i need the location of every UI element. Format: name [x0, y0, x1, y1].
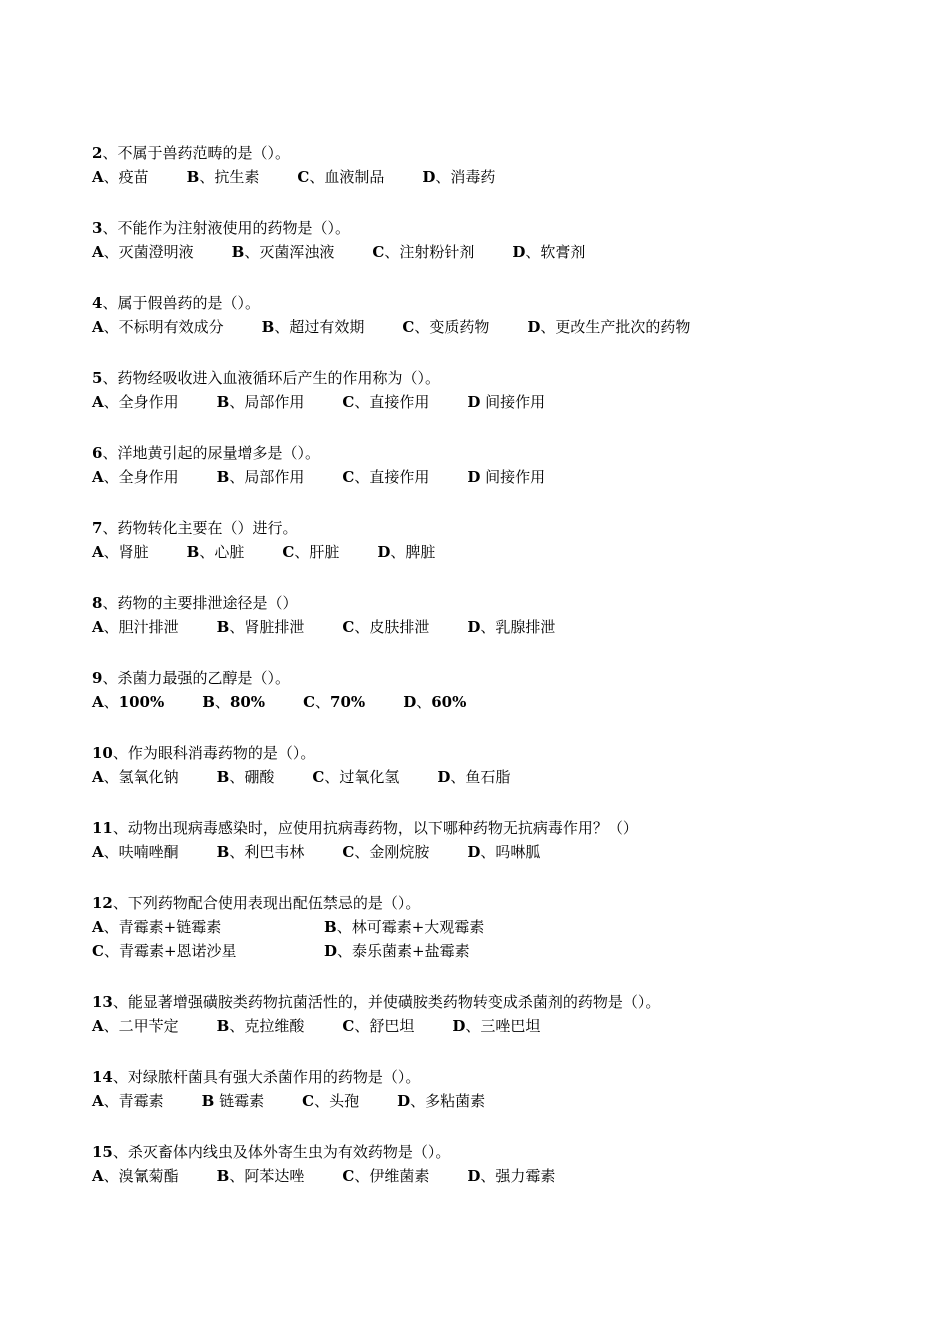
option-text: 青霉素+链霉素	[118, 918, 222, 936]
option-letter: A	[92, 243, 104, 261]
option-text: 不标明有效成分	[118, 318, 224, 336]
question-stem: 、杀菌力最强的乙醇是（）。	[102, 669, 290, 687]
option-row	[92, 315, 892, 339]
option-letter: D	[403, 693, 417, 711]
option-separator: 、	[103, 543, 119, 561]
option-c	[92, 939, 324, 963]
option-c	[342, 615, 429, 639]
question-item	[92, 1140, 892, 1188]
question-item	[92, 591, 892, 639]
option-separator: 、	[103, 168, 119, 186]
option-separator: 、	[294, 543, 310, 561]
question-item	[92, 291, 892, 339]
option-letter: D	[512, 243, 526, 261]
question-item	[92, 1065, 892, 1113]
option-b	[217, 1164, 305, 1188]
option-text: 100%	[118, 693, 165, 711]
option-separator: 、	[525, 243, 541, 261]
option-letter: B	[216, 1167, 230, 1185]
option-text: 消毒药	[450, 168, 496, 186]
option-separator: 、	[540, 318, 556, 336]
option-d	[527, 315, 690, 339]
option-b	[202, 1089, 264, 1113]
option-row	[92, 540, 892, 564]
option-b	[324, 915, 556, 939]
question-item	[92, 666, 892, 714]
option-row	[92, 690, 892, 714]
option-separator: 、	[229, 1167, 245, 1185]
option-row	[92, 765, 892, 789]
option-text: 软膏剂	[540, 243, 586, 261]
option-text: 肾脏排泄	[244, 618, 305, 636]
option-separator: 、	[336, 918, 352, 936]
option-a	[92, 915, 324, 939]
option-row	[92, 915, 892, 939]
option-separator: 、	[416, 693, 432, 711]
option-a	[92, 765, 179, 789]
option-d	[403, 690, 466, 714]
option-b	[217, 840, 305, 864]
option-separator: 、	[314, 1092, 330, 1110]
question-stem: 、动物出现病毒感染时，应使用抗病毒药物，以下哪种药物无抗病毒作用？（）	[112, 819, 638, 837]
option-b	[262, 315, 365, 339]
option-text: 林可霉素+大观霉素	[351, 918, 485, 936]
option-c	[297, 165, 384, 189]
option-text: 皮肤排泄	[369, 618, 430, 636]
option-separator: 、	[390, 543, 406, 561]
question-item	[92, 990, 892, 1038]
option-text: 强力霉素	[495, 1167, 556, 1185]
option-row	[92, 390, 892, 414]
option-separator: 、	[480, 1167, 496, 1185]
question-text	[92, 1065, 892, 1089]
option-text: 注射粉针剂	[399, 243, 475, 261]
option-text: 心脏	[214, 543, 245, 561]
option-letter: A	[92, 918, 104, 936]
option-separator: 、	[324, 768, 340, 786]
option-text: 间接作用	[485, 393, 546, 411]
option-letter: A	[92, 618, 104, 636]
option-a	[92, 315, 224, 339]
option-a	[92, 165, 149, 189]
option-separator: 、	[229, 768, 245, 786]
question-number: 13	[92, 993, 113, 1011]
question-text	[92, 366, 892, 390]
option-text: 过氧化氢	[339, 768, 400, 786]
option-letter: D	[422, 168, 436, 186]
option-d	[377, 540, 435, 564]
option-separator: 、	[480, 618, 496, 636]
option-text: 间接作用	[485, 468, 546, 486]
option-letter: C	[342, 1167, 355, 1185]
option-c	[312, 765, 399, 789]
question-stem: 、下列药物配合使用表现出配伍禁忌的是（）。	[112, 894, 421, 912]
question-number: 4	[92, 294, 103, 312]
option-separator: 、	[244, 243, 260, 261]
option-d	[467, 615, 555, 639]
option-text: 利巴韦林	[244, 843, 305, 861]
option-letter: D	[467, 1167, 481, 1185]
option-separator: 、	[229, 618, 245, 636]
question-stem: 、属于假兽药的是（）。	[102, 294, 260, 312]
option-c	[342, 840, 429, 864]
option-letter: B	[216, 1017, 230, 1035]
option-separator: 、	[229, 1017, 245, 1035]
option-row	[92, 939, 892, 963]
option-letter: B	[324, 918, 337, 936]
question-stem: 、不属于兽药范畴的是（）。	[102, 144, 290, 162]
option-letter: D	[397, 1092, 411, 1110]
question-stem: 、药物的主要排泄途径是（）	[102, 594, 298, 612]
question-text	[92, 1140, 892, 1164]
option-separator: 、	[435, 168, 451, 186]
option-text: 克拉维酸	[244, 1017, 305, 1035]
option-separator: 、	[103, 942, 119, 960]
option-b	[187, 540, 245, 564]
option-separator: 、	[229, 393, 245, 411]
option-text: 局部作用	[244, 468, 305, 486]
option-text: 灭菌浑浊液	[259, 243, 335, 261]
option-text: 三唑巴坦	[480, 1017, 541, 1035]
option-letter: C	[297, 168, 310, 186]
option-letter: D	[467, 468, 481, 486]
option-text: 灭菌澄明液	[118, 243, 194, 261]
option-a	[92, 690, 164, 714]
option-separator: 、	[199, 543, 215, 561]
option-text: 头孢	[329, 1092, 360, 1110]
option-b	[217, 615, 305, 639]
question-number: 2	[92, 144, 103, 162]
question-item	[92, 141, 892, 189]
option-b	[202, 690, 265, 714]
option-text: 硼酸	[244, 768, 275, 786]
option-row	[92, 465, 892, 489]
question-text	[92, 441, 892, 465]
question-text	[92, 141, 892, 165]
option-d	[397, 1089, 485, 1113]
option-a	[92, 390, 179, 414]
option-b	[187, 165, 260, 189]
option-b	[217, 765, 275, 789]
option-text: 变质药物	[429, 318, 490, 336]
question-text	[92, 216, 892, 240]
option-separator: 、	[103, 243, 119, 261]
option-c	[302, 1089, 359, 1113]
option-text: 局部作用	[244, 393, 305, 411]
option-separator: 、	[309, 168, 325, 186]
option-c	[342, 465, 429, 489]
option-letter: B	[261, 318, 275, 336]
option-letter: B	[201, 1092, 215, 1110]
option-separator: 、	[354, 1017, 370, 1035]
option-b	[217, 1014, 305, 1038]
option-letter: D	[324, 942, 338, 960]
question-stem: 、作为眼科消毒药物的是（）。	[112, 744, 316, 762]
option-row	[92, 165, 892, 189]
option-letter: D	[467, 843, 481, 861]
option-row	[92, 1014, 892, 1038]
option-d	[324, 939, 556, 963]
option-d	[467, 1164, 555, 1188]
option-separator: 、	[103, 918, 119, 936]
option-text: 胆汁排泄	[118, 618, 179, 636]
option-text: 青霉素+恩诺沙星	[118, 942, 237, 960]
question-text	[92, 291, 892, 315]
option-letter: D	[452, 1017, 466, 1035]
option-letter: A	[92, 693, 104, 711]
option-letter: C	[92, 942, 104, 960]
option-separator: 、	[465, 1017, 481, 1035]
option-separator: 、	[229, 843, 245, 861]
option-letter: C	[342, 843, 355, 861]
question-number: 11	[92, 819, 113, 837]
option-letter: B	[231, 243, 245, 261]
question-number: 5	[92, 369, 103, 387]
option-a	[92, 465, 179, 489]
option-separator: 、	[103, 1017, 119, 1035]
option-text: 70%	[330, 693, 366, 711]
option-text: 阿苯达唑	[244, 1167, 305, 1185]
option-separator: 、	[103, 843, 119, 861]
option-letter: C	[282, 543, 295, 561]
option-text: 60%	[431, 693, 467, 711]
option-text: 伊维菌素	[369, 1167, 430, 1185]
option-text: 泰乐菌素+盐霉素	[352, 942, 470, 960]
question-item	[92, 441, 892, 489]
option-c	[282, 540, 339, 564]
option-letter: C	[372, 243, 385, 261]
option-letter: B	[202, 693, 215, 711]
option-letter: C	[303, 693, 316, 711]
option-d	[512, 240, 585, 264]
option-letter: A	[92, 468, 104, 486]
option-c	[342, 390, 429, 414]
option-letter: B	[186, 168, 200, 186]
option-separator: 、	[354, 1167, 370, 1185]
option-separator: 、	[103, 1092, 119, 1110]
option-d	[452, 1014, 540, 1038]
option-separator: 、	[103, 618, 119, 636]
option-letter: B	[216, 468, 230, 486]
option-text: 吗啉胍	[495, 843, 541, 861]
option-letter: B	[216, 618, 230, 636]
question-stem: 、杀灭畜体内线虫及体外寄生虫为有效药物是（）。	[112, 1143, 451, 1161]
question-number: 8	[92, 594, 103, 612]
option-d	[467, 390, 545, 414]
option-separator: 、	[414, 318, 430, 336]
option-row	[92, 1164, 892, 1188]
question-item	[92, 216, 892, 264]
option-letter: A	[92, 168, 104, 186]
option-c	[402, 315, 489, 339]
option-row	[92, 240, 892, 264]
option-text: 超过有效期	[289, 318, 365, 336]
option-letter: C	[342, 1017, 355, 1035]
option-a	[92, 1164, 179, 1188]
question-item	[92, 816, 892, 864]
option-row	[92, 615, 892, 639]
option-text: 呋喃唑酮	[118, 843, 179, 861]
option-a	[92, 240, 194, 264]
option-separator: 、	[410, 1092, 426, 1110]
question-text	[92, 816, 892, 840]
option-separator: 、	[214, 693, 230, 711]
option-letter: B	[216, 393, 230, 411]
question-number: 6	[92, 444, 103, 462]
option-separator: 、	[103, 693, 119, 711]
option-separator: 、	[384, 243, 400, 261]
option-separator: 、	[450, 768, 466, 786]
option-text: 多粘菌素	[425, 1092, 486, 1110]
question-number: 9	[92, 669, 103, 687]
question-item	[92, 366, 892, 414]
option-separator: 、	[315, 693, 331, 711]
option-letter: C	[402, 318, 415, 336]
option-text: 抗生素	[214, 168, 260, 186]
option-separator: 、	[103, 768, 119, 786]
question-stem: 、不能作为注射液使用的药物是（）。	[102, 219, 350, 237]
question-number: 3	[92, 219, 103, 237]
option-a	[92, 1014, 179, 1038]
option-letter: B	[216, 768, 230, 786]
option-c	[342, 1164, 429, 1188]
option-text: 疫苗	[118, 168, 149, 186]
option-letter: B	[216, 843, 230, 861]
option-letter: C	[342, 393, 355, 411]
option-d	[437, 765, 510, 789]
option-text: 舒巴坦	[369, 1017, 415, 1035]
option-letter: D	[467, 618, 481, 636]
option-letter: A	[92, 543, 104, 561]
option-separator: 、	[337, 942, 353, 960]
question-item	[92, 516, 892, 564]
question-stem: 、药物转化主要在（）进行。	[102, 519, 298, 537]
option-text: 链霉素	[219, 1092, 265, 1110]
question-stem: 、能显著增强磺胺类药物抗菌活性的，并使磺胺类药物转变成杀菌剂的药物是（）。	[112, 993, 661, 1011]
option-d	[467, 465, 545, 489]
option-separator: 、	[354, 393, 370, 411]
option-text: 金刚烷胺	[369, 843, 430, 861]
option-text: 肾脏	[118, 543, 149, 561]
option-separator: 、	[354, 843, 370, 861]
question-list	[92, 141, 892, 1215]
option-separator: 、	[103, 393, 119, 411]
option-c	[372, 240, 474, 264]
option-letter: C	[302, 1092, 315, 1110]
option-a	[92, 840, 179, 864]
option-letter: D	[527, 318, 541, 336]
question-stem: 、对绿脓杆菌具有强大杀菌作用的药物是（）。	[112, 1068, 421, 1086]
option-c	[342, 1014, 414, 1038]
option-text: 直接作用	[369, 393, 430, 411]
option-letter: A	[92, 1017, 104, 1035]
option-letter: A	[92, 843, 104, 861]
option-text: 全身作用	[118, 468, 179, 486]
option-separator: 、	[354, 618, 370, 636]
option-a	[92, 1089, 164, 1113]
option-text: 脾脏	[405, 543, 436, 561]
question-number: 10	[92, 744, 113, 762]
option-letter: C	[342, 618, 355, 636]
option-text: 氢氧化钠	[118, 768, 179, 786]
option-letter: A	[92, 393, 104, 411]
option-text: 二甲苄定	[118, 1017, 179, 1035]
question-number: 7	[92, 519, 103, 537]
question-item	[92, 741, 892, 789]
question-item	[92, 891, 892, 963]
option-b	[217, 390, 305, 414]
option-row	[92, 840, 892, 864]
option-row	[92, 1089, 892, 1113]
question-text	[92, 891, 892, 915]
option-letter: B	[186, 543, 200, 561]
question-stem: 、洋地黄引起的尿量增多是（）。	[102, 444, 320, 462]
option-letter: A	[92, 318, 104, 336]
option-d	[467, 840, 540, 864]
question-text	[92, 591, 892, 615]
option-letter: D	[437, 768, 451, 786]
option-separator: 、	[103, 318, 119, 336]
option-text: 80%	[229, 693, 266, 711]
option-letter: A	[92, 1092, 104, 1110]
question-text	[92, 516, 892, 540]
question-number: 15	[92, 1143, 113, 1161]
option-a	[92, 540, 149, 564]
option-d	[422, 165, 495, 189]
option-separator: 、	[229, 468, 245, 486]
option-separator: 、	[480, 843, 496, 861]
question-text	[92, 666, 892, 690]
question-text	[92, 990, 892, 1014]
option-separator: 、	[354, 468, 370, 486]
option-letter: D	[377, 543, 391, 561]
option-b	[217, 465, 305, 489]
option-separator: 、	[199, 168, 215, 186]
option-text: 乳腺排泄	[495, 618, 556, 636]
option-b	[232, 240, 335, 264]
option-text: 肝脏	[309, 543, 340, 561]
option-separator: 、	[103, 1167, 119, 1185]
option-letter: A	[92, 768, 104, 786]
option-text: 溴氰菊酯	[118, 1167, 179, 1185]
option-c	[303, 690, 365, 714]
question-number: 14	[92, 1068, 113, 1086]
option-separator: 、	[103, 468, 119, 486]
question-number: 12	[92, 894, 113, 912]
option-text: 鱼石脂	[465, 768, 511, 786]
option-letter: A	[92, 1167, 104, 1185]
option-text: 更改生产批次的药物	[555, 318, 691, 336]
question-stem: 、药物经吸收进入血液循环后产生的作用称为（）。	[102, 369, 440, 387]
option-text: 全身作用	[118, 393, 179, 411]
option-letter: D	[467, 393, 481, 411]
option-text: 直接作用	[369, 468, 430, 486]
option-letter: C	[312, 768, 325, 786]
option-separator: 、	[274, 318, 290, 336]
option-a	[92, 615, 179, 639]
option-text: 青霉素	[118, 1092, 164, 1110]
option-text: 血液制品	[324, 168, 385, 186]
option-letter: C	[342, 468, 355, 486]
question-text	[92, 741, 892, 765]
